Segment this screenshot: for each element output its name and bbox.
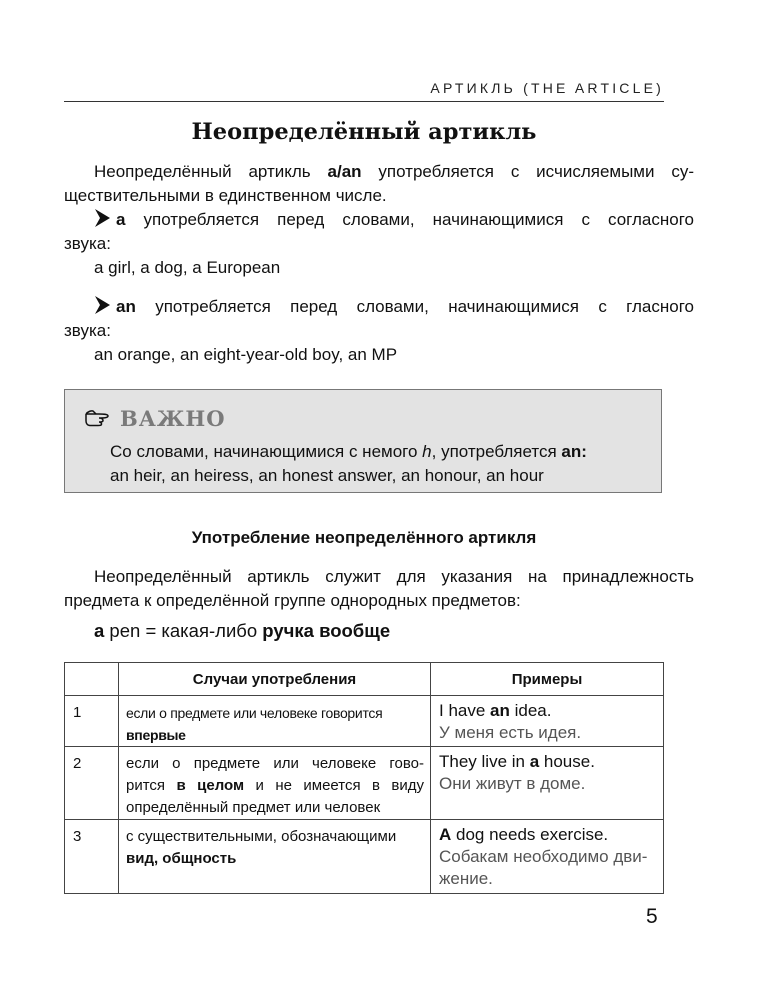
table-row <box>65 696 664 747</box>
important-note-box <box>64 389 662 493</box>
note-heading <box>84 403 226 433</box>
example-cell <box>431 747 664 820</box>
intro-line-1: Неопределённый артикль a/an употребляется с исчисляемыми су- <box>94 162 694 181</box>
case-cell: с существительными, обозначающими вид, общность <box>119 820 431 894</box>
arrow-bullet-icon <box>94 295 111 315</box>
header-num <box>65 663 119 696</box>
usage-example: a pen = какая-либо ручка вообще <box>94 620 391 641</box>
rule-an-examples: an orange, an eight-year-old boy, an MP <box>94 345 398 364</box>
rule-a-line-1: a употребляется перед словами, начинающимися с согласного <box>64 208 694 232</box>
header-rule <box>64 101 664 102</box>
table-row <box>65 820 664 894</box>
example-cell <box>431 820 664 894</box>
example-en: I have an idea. <box>439 701 552 720</box>
usage-line-1: Неопределённый артикль служит для указания на принадлежность <box>94 567 694 586</box>
page-number: 5 <box>646 905 658 928</box>
case-cell: если о предмете или человеке гово- рится в целом и не имеется в виду определённый предмет или человек <box>119 747 431 820</box>
rule-an-line-2: звука: <box>64 321 111 340</box>
note-line-2: an heir, an heiress, an honest answer, an honour, an hour <box>110 466 544 485</box>
row-number: 3 <box>65 820 119 894</box>
example-en: A dog needs exercise. <box>439 825 609 844</box>
example-cell <box>431 696 664 747</box>
row-number: 2 <box>65 747 119 820</box>
example-ru: У меня есть идея. <box>439 723 582 742</box>
usage-line-2: предмета к определённой группе однородных предметов: <box>64 591 521 610</box>
rule-an-line-1: an употребляется перед словами, начинающимися с гласного <box>64 295 694 319</box>
intro-line-2: ществительными в единственном числе. <box>64 186 387 205</box>
table-header-row <box>65 663 664 696</box>
section-title: Неопределённый артикль <box>191 119 537 145</box>
usage-table <box>64 662 664 894</box>
note-title: ВАЖНО <box>120 405 226 431</box>
note-line-1: Со словами, начинающимися с немого h, употребляется an: <box>110 442 587 461</box>
header-examples: Примеры <box>431 663 664 696</box>
example-ru: Собакам необходимо дви- жение. <box>439 847 648 888</box>
rule-a-examples: a girl, a dog, a European <box>94 258 281 277</box>
example-en: They live in a house. <box>439 752 595 771</box>
usage-subtitle: Употребление неопределённого артикля <box>191 528 537 547</box>
header-case: Случаи употребления <box>119 663 431 696</box>
rule-a-line-2: звука: <box>64 234 111 253</box>
pointing-hand-icon <box>84 409 110 427</box>
row-number: 1 <box>65 696 119 747</box>
note-text <box>110 440 587 488</box>
table-row <box>65 747 664 820</box>
running-head: АРТИКЛЬ (THE ARTICLE) <box>430 80 664 96</box>
arrow-bullet-icon <box>94 208 111 228</box>
example-ru: Они живут в доме. <box>439 774 586 793</box>
case-cell: если о предмете или человеке говорится впервые <box>119 696 431 747</box>
